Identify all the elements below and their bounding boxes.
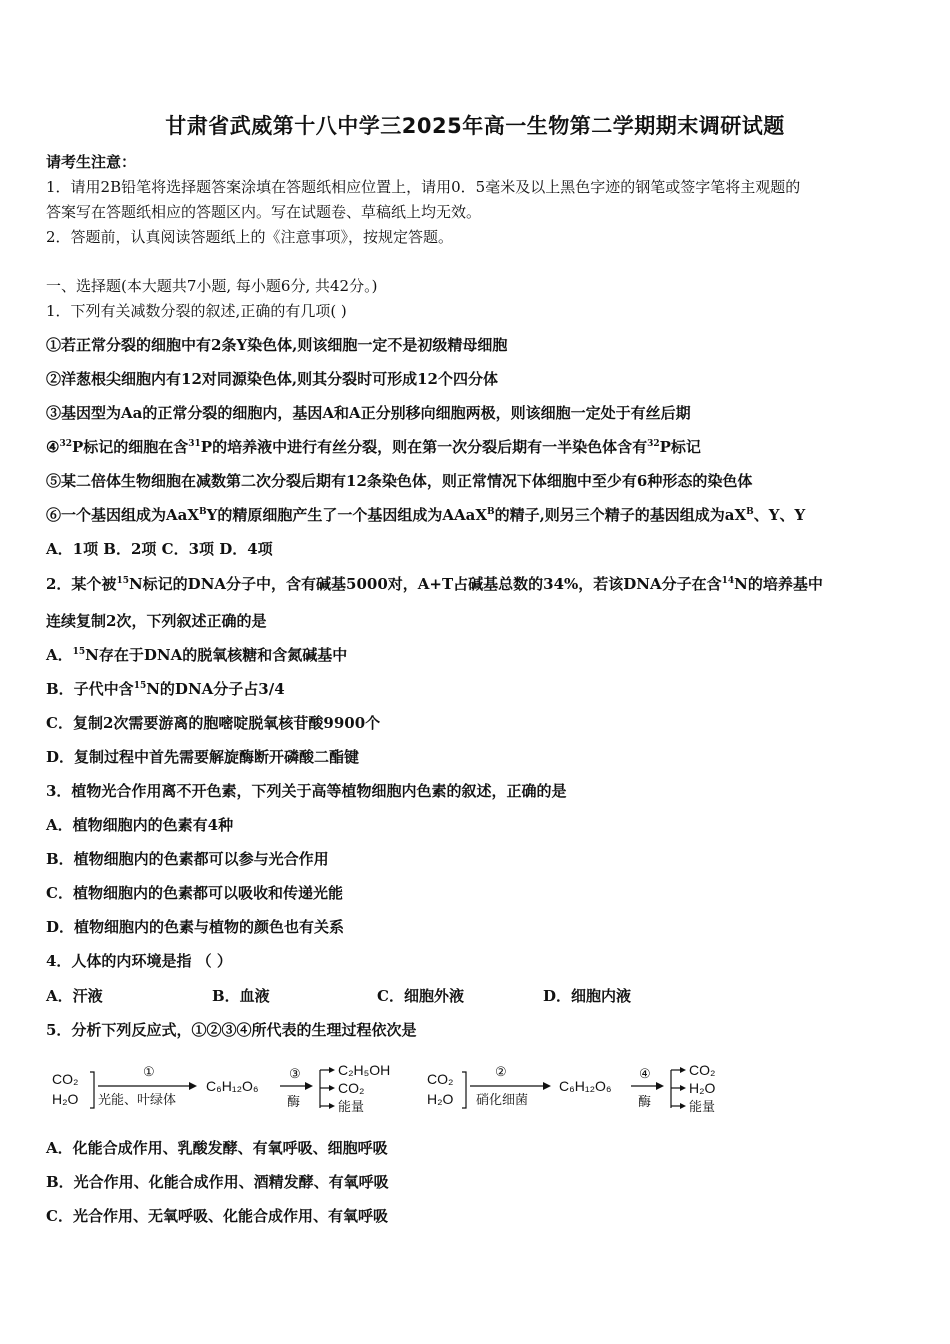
q1-statement-4: ④$^{32}$P标记的细胞在含$^{31}$P的培养液中进行有丝分裂，则在第一次分裂后期有一半染色体含有$^{32}$P标记	[46, 438, 701, 456]
notice-heading: 请考生注意：	[46, 153, 137, 171]
arrow-2-head	[543, 1082, 551, 1090]
q5-option-a: A．化能合成作用、乳酸发酵、有氧呼吸、细胞呼吸	[46, 1139, 388, 1157]
q2-option-c: C．复制2次需要游离的胞嘧啶脱氧核苷酸9900个	[46, 714, 381, 732]
q5-option-b: B．光合作用、化能合成作用、酒精发酵、有氧呼吸	[46, 1173, 389, 1191]
process-3-label: ③	[289, 1067, 301, 1082]
product-glucose-2: C₆H₁₂O₆	[559, 1078, 612, 1094]
q2-stem-continued: 连续复制2次，下列叙述正确的是	[46, 612, 267, 630]
product-co2-3: CO₂	[338, 1080, 365, 1096]
q1-statement-1: ①若正常分裂的细胞中有2条Y染色体,则该细胞一定不是初级精母细胞	[46, 336, 508, 354]
bracket-2	[462, 1072, 466, 1108]
product-energy-3: 能量	[338, 1100, 365, 1115]
product-co2-4: CO₂	[689, 1062, 716, 1078]
product-energy-4: 能量	[689, 1100, 716, 1115]
q1-options: A．1项 B．2项 C．3项 D．4项	[46, 540, 273, 558]
q1-statement-2: ②洋葱根尖细胞内有12对同源染色体,则其分裂时可形成12个四分体	[46, 370, 498, 388]
q3-option-c: C．植物细胞内的色素都可以吸收和传递光能	[46, 884, 343, 902]
notice-line-2: 答案写在答题纸相应的答题区内。写在试题卷、草稿纸上均无效。	[46, 203, 482, 221]
product-glucose-1: C₆H₁₂O₆	[206, 1078, 259, 1094]
reactant-co2-2: CO₂	[427, 1071, 454, 1087]
condition-2: 硝化细菌	[476, 1093, 529, 1108]
reactant-co2: CO₂	[52, 1071, 79, 1087]
q5-option-c: C．光合作用、无氧呼吸、化能合成作用、有氧呼吸	[46, 1207, 388, 1225]
q2-option-a: A．$^{15}$N存在于DNA的脱氧核糖和含氮碱基中	[46, 646, 348, 664]
q1-stem: 1．下列有关减数分裂的叙述,正确的有几项( )	[46, 302, 347, 320]
product-h2o-4: H₂O	[689, 1080, 716, 1096]
q2-option-d: D．复制过程中首先需要解旋酶断开磷酸二酯键	[46, 748, 360, 766]
q3-option-a: A．植物细胞内的色素有4种	[46, 816, 234, 834]
q1-statement-3: ③基因型为Aa的正常分裂的细胞内，基因A和A正分别移向细胞两极，则该细胞一定处于有丝后期	[46, 404, 691, 422]
exam-title: 甘肃省武威第十八中学三2025年高一生物第二学期期末调研试题	[165, 114, 785, 138]
enzyme-label-3: 酶	[287, 1095, 301, 1110]
q5-stem: 5．分析下列反应式，①②③④所代表的生理过程依次是	[46, 1021, 417, 1039]
q4-option-c: C．细胞外液	[377, 987, 464, 1005]
q4-option-a: A．汗液	[46, 987, 103, 1005]
section-heading: 一、选择题(本大题共7小题, 每小题6分, 共42分。)	[46, 277, 378, 295]
process-2-label: ②	[495, 1065, 507, 1080]
q4-option-b: B．血液	[212, 987, 270, 1005]
notice-line-1: 1．请用2B铅笔将选择题答案涂填在答题纸相应位置上，请用0．5毫米及以上黑色字迹的钢笔或签字笔将主观题的	[46, 178, 801, 196]
q1-statement-6: ⑥一个基因组成为AaX$^B$Y的精原细胞产生了一个基因组成为AAaX$^B$的精子,则另三个精子的基因组成为$aX^B$、Y、Y	[46, 506, 806, 524]
arrow-4-head	[656, 1082, 664, 1090]
q3-option-b: B．植物细胞内的色素都可以参与光合作用	[46, 850, 329, 868]
reactant-h2o-2: H₂O	[427, 1091, 454, 1107]
process-4-label: ④	[639, 1067, 651, 1082]
reactant-h2o: H₂O	[52, 1091, 79, 1107]
condition-1: 光能、叶绿体	[98, 1093, 177, 1108]
enzyme-label-4: 酶	[638, 1095, 652, 1110]
q3-stem: 3．植物光合作用离不开色素，下列关于高等植物细胞内色素的叙述，正确的是	[46, 782, 567, 800]
q4-option-d: D．细胞内液	[543, 987, 632, 1005]
q1-statement-5: ⑤某二倍体生物细胞在减数第二次分裂后期有12条染色体，则正常情况下体细胞中至少有6种形态的染色体	[46, 472, 753, 490]
q3-option-d: D．植物细胞内的色素与植物的颜色也有关系	[46, 918, 345, 936]
arrow-1-head	[189, 1082, 197, 1090]
product-ethanol: C₂H₅OH	[338, 1062, 391, 1078]
bracket	[90, 1072, 94, 1108]
process-1-label: ①	[143, 1065, 155, 1080]
notice-line-3: 2．答题前，认真阅读答题纸上的《注意事项》，按规定答题。	[46, 228, 454, 246]
reaction-diagram	[44, 1058, 744, 1120]
arrow-3-head	[305, 1082, 313, 1090]
q2-option-b: B．子代中含$^{15}$N的DNA分子占3/4	[46, 680, 285, 698]
q2-stem: 2．某个被$^{15}$N标记的DNA分子中，含有碱基5000对，A+T占碱基总数的34%，若该DNA分子在含$^{14}$N的培养基中	[46, 575, 823, 593]
q4-stem: 4．人体的内环境是指 （ ）	[46, 952, 232, 970]
